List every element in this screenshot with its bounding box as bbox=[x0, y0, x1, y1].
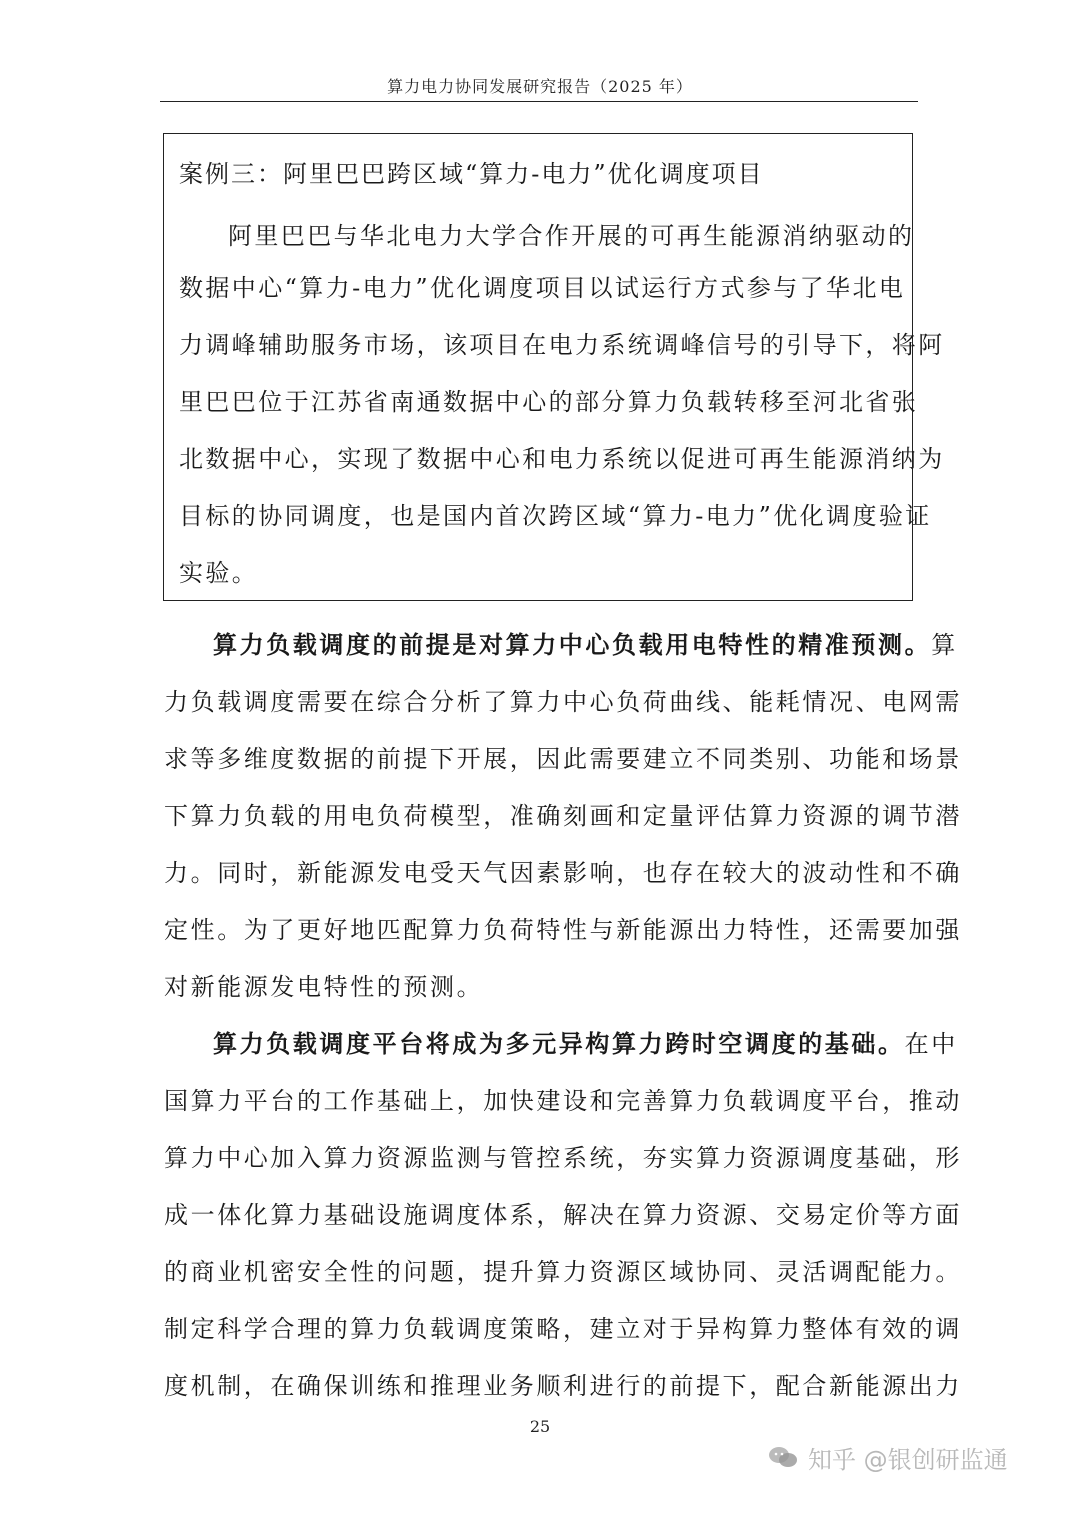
case-line: 力调峰辅助服务市场，该项目在电力系统调峰信号的引导下，将阿 bbox=[179, 331, 945, 359]
case-line: 数据中心“算力-电力”优化调度项目以试运行方式参与了华北电 bbox=[179, 274, 906, 302]
running-header: 算力电力协同发展研究报告（2025 年） bbox=[387, 77, 693, 96]
paragraph-2-lead-tail: 在中 bbox=[904, 1030, 958, 1058]
paragraph-1-line: 下算力负载的用电负荷模型，准确刻画和定量评估算力资源的调节潜 bbox=[164, 802, 962, 830]
case-line: 实验。 bbox=[179, 559, 259, 587]
case-line: 北数据中心，实现了数据中心和电力系统以促进可再生能源消纳为 bbox=[179, 445, 945, 473]
paragraph-2-line: 国算力平台的工作基础上，加快建设和完善算力负载调度平台，推动 bbox=[164, 1087, 962, 1115]
paragraph-2-first-line bbox=[213, 1024, 958, 1059]
page-number: 25 bbox=[529, 1417, 551, 1436]
paragraph-2-line: 制定科学合理的算力负载调度策略，建立对于异构算力整体有效的调 bbox=[164, 1315, 962, 1343]
case-study-box bbox=[163, 133, 945, 601]
case-line: 目标的协同调度，也是国内首次跨区域“算力-电力”优化调度验证 bbox=[179, 502, 932, 530]
paragraph-2-line: 成一体化算力基础设施调度体系，解决在算力资源、交易定价等方面 bbox=[164, 1201, 962, 1229]
paragraph-1-first-line bbox=[213, 625, 958, 660]
paragraph-1-lead: 算力负载调度的前提是对算力中心负载用电特性的精准预测。 bbox=[213, 631, 932, 659]
paragraph-1-line: 定性。为了更好地匹配算力负荷特性与新能源出力特性，还需要加强 bbox=[164, 916, 962, 944]
paragraph-1-line: 求等多维度数据的前提下开展，因此需要建立不同类别、功能和场景 bbox=[164, 745, 962, 773]
paragraph-2-line: 度机制，在确保训练和推理业务顺利进行的前提下，配合新能源出力 bbox=[164, 1372, 962, 1400]
case-line: 阿里巴巴与华北电力大学合作开展的可再生能源消纳驱动的 bbox=[228, 222, 915, 250]
paragraph-1-line: 力负载调度需要在综合分析了算力中心负荷曲线、能耗情况、电网需 bbox=[164, 688, 962, 716]
case-line: 里巴巴位于江苏省南通数据中心的部分算力负载转移至河北省张 bbox=[179, 388, 919, 416]
paragraph-2-line: 的商业机密安全性的问题，提升算力资源区域协同、灵活调配能力。 bbox=[164, 1258, 962, 1286]
paragraph-2-lead: 算力负载调度平台将成为多元异构算力跨时空调度的基础。 bbox=[213, 1030, 905, 1058]
wechat-icon bbox=[768, 1446, 798, 1468]
paragraph-2-line: 算力中心加入算力资源监测与管控系统，夯实算力资源调度基础，形 bbox=[164, 1144, 962, 1172]
paragraph-1-line: 力。同时，新能源发电受天气因素影响，也存在较大的波动性和不确 bbox=[164, 859, 962, 887]
paragraph-1-line: 对新能源发电特性的预测。 bbox=[164, 973, 484, 1001]
paragraph-1-lead-tail: 算 bbox=[931, 631, 958, 659]
header-rule bbox=[160, 101, 918, 102]
watermark bbox=[768, 1437, 1008, 1477]
case-study-title: 案例三：阿里巴巴跨区域“算力-电力”优化调度项目 bbox=[179, 160, 764, 188]
watermark-text: 知乎 @银创研监通 bbox=[808, 1445, 1008, 1474]
